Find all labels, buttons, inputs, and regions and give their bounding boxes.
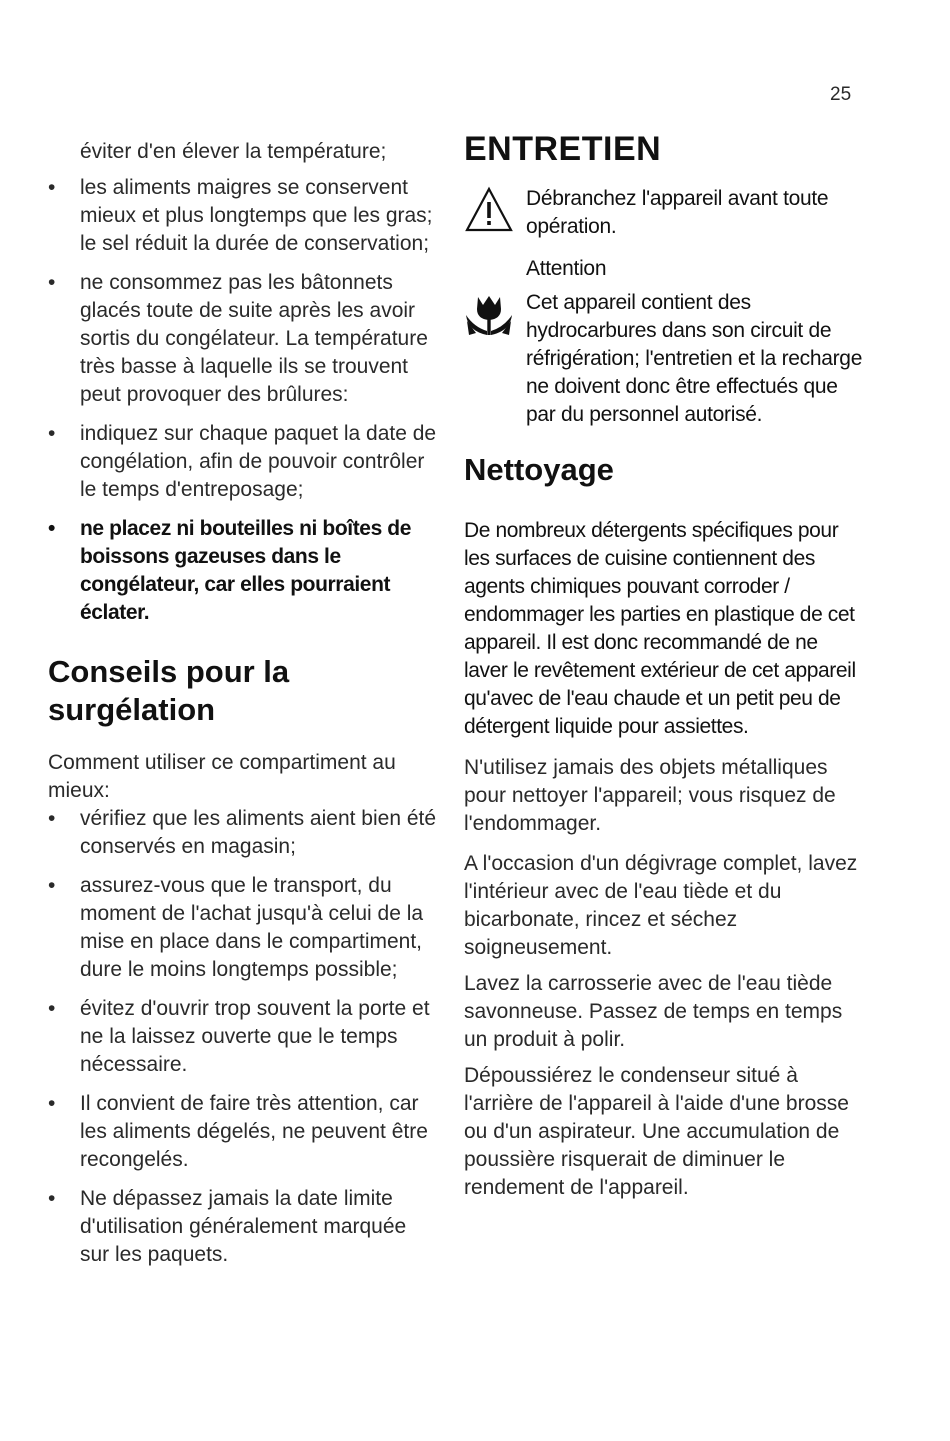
- paragraph: A l'occasion d'un dégivrage complet, lavez l'intérieur avec de l'eau tiède et du bicarbonate, rincez et séchez soigneusement.: [464, 852, 858, 959]
- bullet-icon: •: [48, 874, 56, 897]
- intro-text: Comment utiliser ce compartiment au mieux:: [48, 751, 396, 802]
- list-item-warning: [48, 515, 440, 627]
- section-title: Conseils pour la surgélation: [48, 654, 290, 727]
- warning-block: [464, 185, 864, 241]
- warning-text: Débranchez l'appareil avant toute opération.: [526, 187, 829, 238]
- attention-label: Attention: [526, 257, 607, 280]
- freezing-tips-list: [48, 805, 440, 1269]
- storage-tips-list: [48, 174, 440, 627]
- list-item: [48, 872, 440, 984]
- list-item-text: évitez d'ouvrir trop souvent la porte et ne la laissez ouverte que le temps nécessaire.: [80, 997, 430, 1076]
- list-item: [48, 420, 440, 504]
- bullet-icon: •: [48, 997, 56, 1020]
- list-item: [48, 1090, 440, 1174]
- list-item-text: ne consommez pas les bâtonnets glacés toute de suite après les avoir sortis du congélateur. La température très basse à laquelle ils se trouvent peut provoquer des brûlures:: [80, 271, 428, 406]
- bullet-icon: •: [48, 517, 55, 540]
- list-item-text: vérifiez que les aliments aient bien été conservés en magasin;: [80, 807, 437, 858]
- warning-triangle-icon: [464, 185, 526, 238]
- bullet-icon: •: [48, 807, 56, 830]
- detergent-warning-paragraph: De nombreux détergents spécifiques pour les surfaces de cuisine contiennent des agents chimiques pouvant corroder / endommager les parties en plastique de cet appareil. Il est donc recommandé de ne laver le revêtement extérieur de cet appareil qu'avec de l'eau chaude et un petit peu de détergent liquide pour assiettes.: [464, 519, 856, 738]
- paragraph: Dépoussiérez le condenseur situé à l'arrière de l'appareil à l'aide d'une brosse ou d'un aspirateur. Une accumulation de poussière risquerait de diminuer le rendement de l'appareil.: [464, 1064, 849, 1199]
- list-item-text: les aliments maigres se conservent mieux et plus longtemps que les gras; le sel réduit la durée de conservation;: [80, 176, 433, 255]
- section-title-entretien: ENTRETIEN: [464, 130, 662, 168]
- list-item-text: Il convient de faire très attention, car les aliments dégelés, ne peuvent être recongelés.: [80, 1092, 428, 1171]
- paragraph: N'utilisez jamais des objets métalliques pour nettoyer l'appareil; vous risquez de l'endommager.: [464, 756, 836, 835]
- bullet-icon: •: [48, 1187, 56, 1210]
- right-column: [464, 130, 864, 1202]
- list-item: [48, 174, 440, 258]
- environment-text: Cet appareil contient des hydrocarbures dans son circuit de réfrigération; l'entretien et la recharge ne doivent donc être effectués que par du personnel autorisé.: [526, 291, 863, 426]
- continuation-text: éviter d'en élever la température;: [80, 140, 387, 163]
- list-item: [48, 995, 440, 1079]
- paragraph: Lavez la carrosserie avec de l'eau tiède savonneuse. Passez de temps en temps un produit à polir.: [464, 972, 843, 1051]
- list-item: [48, 269, 440, 409]
- bullet-icon: •: [48, 271, 56, 294]
- left-column: [48, 138, 440, 1269]
- environment-tulip-icon: [464, 289, 526, 344]
- list-item-text: ne placez ni bouteilles ni boîtes de boissons gazeuses dans le congélateur, car elles pourraient éclater.: [80, 517, 412, 624]
- page-number: 25: [830, 84, 852, 105]
- environment-block: [464, 289, 864, 429]
- list-item-text: indiquez sur chaque paquet la date de congélation, afin de pouvoir contrôler le temps d'entreposage;: [80, 422, 437, 501]
- list-item: [48, 805, 440, 861]
- list-item-text: Ne dépassez jamais la date limite d'utilisation généralement marquée sur les paquets.: [80, 1187, 407, 1266]
- bullet-icon: •: [48, 176, 56, 199]
- subsection-title-nettoyage: Nettoyage: [464, 452, 614, 487]
- list-item-text: assurez-vous que le transport, du moment de l'achat jusqu'à celui de la mise en place dans le compartiment, dure le moins longtemps possible;: [80, 874, 424, 981]
- bullet-icon: •: [48, 422, 56, 445]
- bullet-icon: •: [48, 1092, 56, 1115]
- list-item: [48, 1185, 440, 1269]
